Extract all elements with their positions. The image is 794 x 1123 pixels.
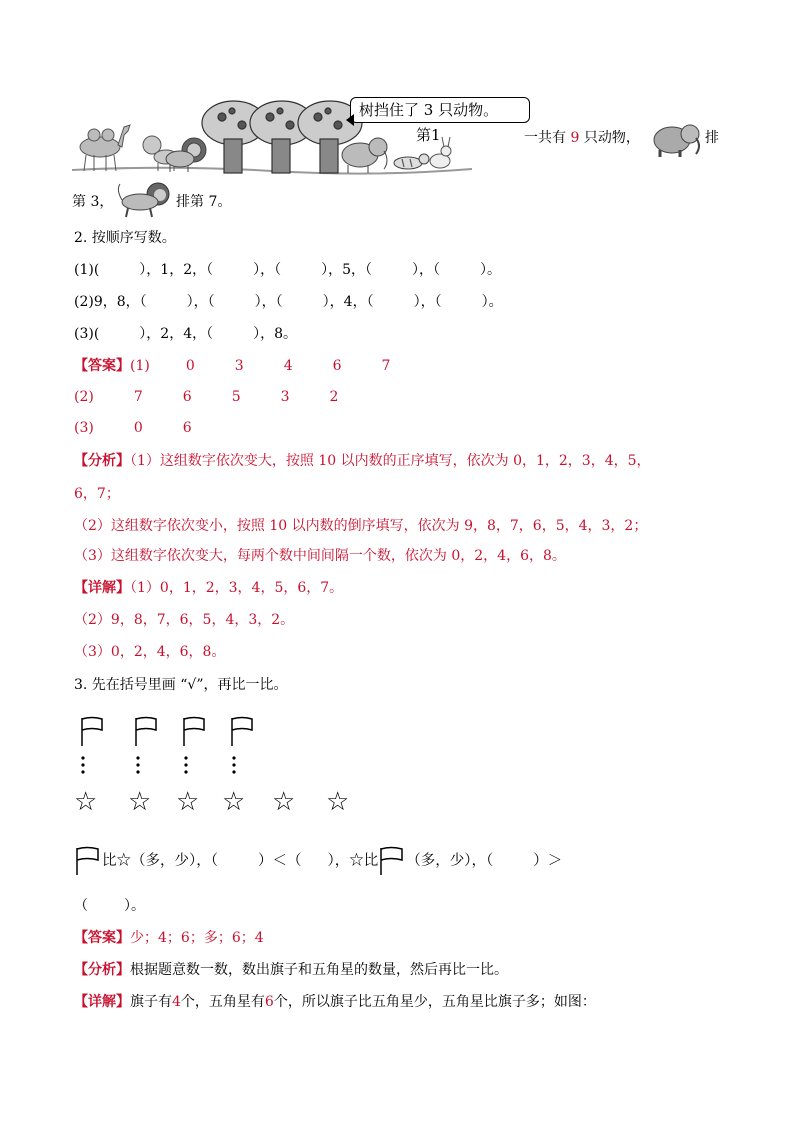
star-icon: ☆ [74,787,98,817]
q2-answer-2: (2) 7 6 5 3 2 [74,389,339,405]
q3-analysis: 【分析】根据题意数一数，数出旗子和五角星的数量，然后再比一比。 [74,962,508,978]
elephant-icon [650,120,702,158]
flags-row [78,716,278,780]
q2-item-2: (2)9，8，（ ），（ ），（ ），4，（ ），（ ）。 [74,294,503,310]
flags-and-dots [78,716,278,780]
total-suffix: 只动物， [583,130,640,146]
lion-inline-image [114,180,174,222]
detail-tag: 【详解】 [74,994,130,1010]
q2-detail-3: （3）0，2，4，6，8。 [74,644,226,660]
q3-compare-line-2: （ ）。 [74,898,145,914]
q2-analysis-2: 6，7； [74,486,120,502]
q2-item-3: (3)( ），2，4，（ ），8。 [74,326,298,342]
position-prefix: 第 3， [72,194,114,210]
q2-item-1: (1)( ），1，2，（ ），（ ），5，（ ），（ ）。 [74,262,502,278]
flag-icon [184,718,204,747]
q2-analysis-1: 【分析】（1）这组数字依次变大，按照 10 以内数的正序填写，依次为 0，1，2，3，4，5， [74,453,651,469]
analysis-tag: 【分析】 [74,453,130,469]
q3-detail: 【详解】旗子有4个，五角星有6个，所以旗子比五角星少，五角星比旗子多；如图： [74,994,596,1010]
star-icon: ☆ [128,787,152,817]
q2-answer-1: 【答案】(1) 0 3 4 6 7 [74,358,391,374]
q3-title: 3. 先在括号里画 “√”，再比一比。 [74,677,288,693]
star-icon: ☆ [326,787,350,817]
flag-icon [232,718,252,747]
lion-icon [114,180,174,218]
star-icon: ☆ [176,787,200,817]
speech-bubble [350,97,530,123]
pai-label: 排 [705,130,719,146]
q2-title: 2. 按顺序写数。 [74,230,176,246]
star-icon: ☆ [272,787,296,817]
position-line [72,192,113,212]
q2-analysis-3: （2）这组数字依次变小，按照 10 以内数的倒序填写，依次为 9，8，7，6，5，4，3，2； [74,518,648,534]
flag-icon [136,718,156,747]
speech-bubble-tail [346,114,354,126]
total-prefix: 一共有 [524,130,566,146]
elephant-inline-image [650,120,702,162]
detail-tag: 【详解】 [74,580,130,596]
total-animals-line [524,128,640,148]
q3-compare-line: 比☆（多，少），（ ）＜（ ），☆比 （多，少），（ ）＞ [74,846,562,876]
label-first: 第1 [416,126,441,144]
answer-tag: 【答案】 [74,358,130,374]
q2-analysis-4: （3）这组数字依次变大，每两个数中间间隔一个数，依次为 0，2，4，6，8。 [74,548,566,564]
q3-answer: 【答案】少；4；6；多；6；4 [74,930,264,946]
flag-icon [378,846,406,876]
elephant-icon [342,138,387,173]
total-count: 9 [570,130,580,146]
dots-icon [81,756,235,773]
analysis-tag: 【分析】 [74,962,130,978]
q2-detail-2: （2）9，8，7，6，5，4，3，2。 [74,612,295,628]
q2-detail-1: 【详解】（1）0，1，2，3，4，5，6，7。 [74,580,344,596]
speech-bubble-text: 树挡住了 3 只动物。 [359,101,499,119]
tiger-icon [394,154,429,169]
star-icon: ☆ [222,787,246,817]
q2-answer-3: (3) 0 6 [74,420,192,436]
answer-tag: 【答案】 [74,930,130,946]
flag-icon [82,718,102,747]
position-suffix: 排第 7。 [176,194,232,210]
flag-icon [74,846,102,876]
camel-icon [80,125,130,171]
